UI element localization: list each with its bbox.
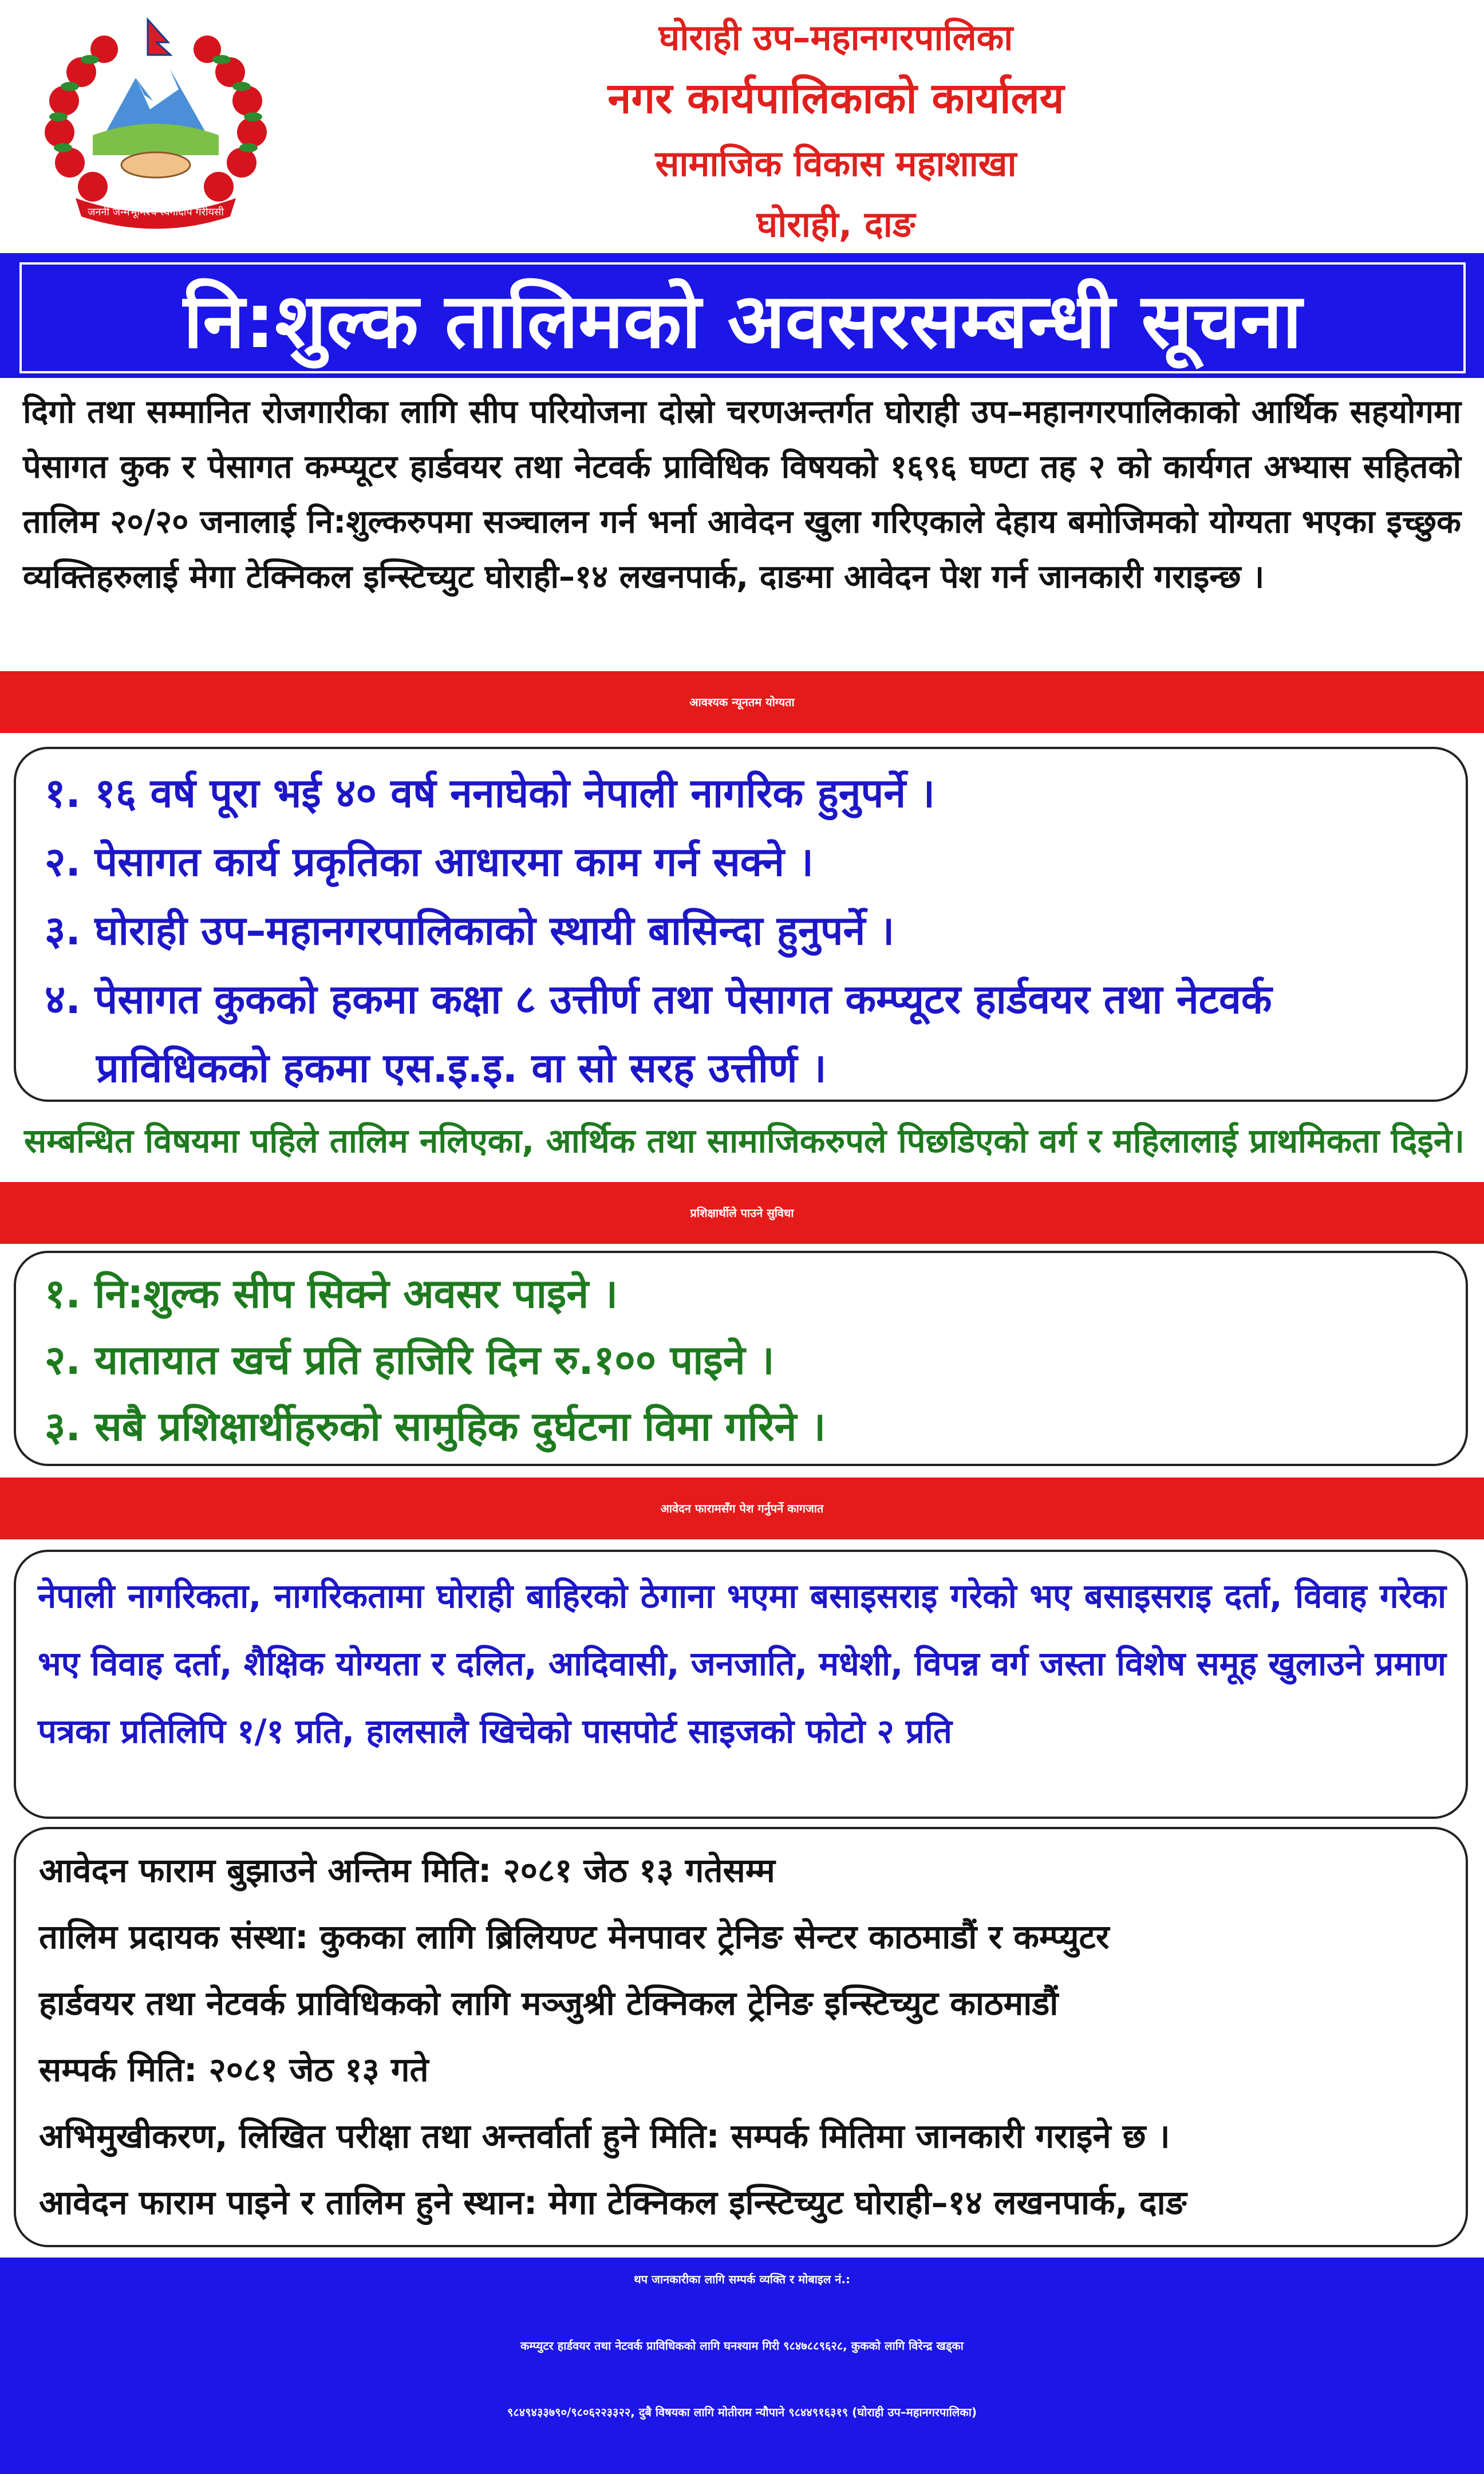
documents-text: नेपाली नागरिकता, नागरिकतामा घोराही बाहिरको ठेगाना भएमा बसाइसराइ गरेको भए बसाइसराइ दर्ता, विवाह गरेका भए विवाह दर्ता, शैक्षिक योग्यता र दलित, आदिवासी, जनजाति, मधेशी, विपन्न वर्ग जस्ता विशेष समूह खुलाउने प्रमाण पत्रका प्रतिलिपि १/१ प्रति, हालसालै खिचेको पासपोर्ट साइजको फोटो २ प्रति: [38, 1577, 1446, 1751]
info-line: तालिम प्रदायक संस्था: कुकका लागि ब्रिलियण्ट मेनपावर ट्रेनिङ सेन्टर काठमाडौं र कम्प्युटर: [39, 1917, 1110, 1956]
qualification-item-continued: प्राविधिकको हकमा एस.इ.इ. वा सो सरह उत्तीर्ण ।: [96, 1045, 827, 1092]
qualification-item: २. पेसागत कार्य प्रकृतिका आधारमा काम गर्न सक्ने ।: [45, 838, 814, 885]
header: [0, 0, 1484, 253]
qualifications-heading: आवश्यक न्यूनतम योग्यता: [0, 671, 1484, 733]
benefits-heading: प्रशिक्षार्थीले पाउने सुविधा: [0, 1182, 1484, 1244]
svg-text:जननी जन्मभूमिश्च स्वर्गादपि गर: जननी जन्मभूमिश्च स्वर्गादपि गरीयसी: [88, 206, 224, 218]
documents-box: [14, 1550, 1468, 1819]
benefit-item: ३. सबै प्रशिक्षार्थीहरुको सामुहिक दुर्घटना विमा गरिने ।: [45, 1403, 826, 1450]
benefits-box: [14, 1251, 1468, 1466]
location-name: घोराही, दाङ: [756, 203, 915, 245]
benefit-item: १. नि:शुल्क सीप सिक्ने अवसर पाइने ।: [45, 1270, 618, 1317]
municipality-name: घोराही उप–महानगरपालिका: [658, 17, 1013, 58]
nepal-emblem-icon: [35, 15, 276, 233]
qualification-item: ३. घोराही उप–महानगरपालिकाको स्थायी बासिन्दा हुनुपर्ने ।: [45, 907, 895, 954]
info-line: सम्पर्क मिति: २०८१ जेठ १३ गते: [39, 2050, 429, 2089]
footer-heading: थप जानकारीका लागि सम्पर्क व्यक्ति र मोबाइल नं.:: [634, 2272, 850, 2286]
documents-heading: आवेदन फारामसँग पेश गर्नुपर्ने कागजात: [0, 1478, 1484, 1539]
page-title: नि:शुल्क तालिमको अवसरसम्बन्धी सूचना: [183, 277, 1302, 365]
division-name: सामाजिक विकास महाशाखा: [655, 143, 1017, 184]
intro-paragraph: दिगो तथा सम्मानित रोजगारीका लागि सीप परियोजना दोस्रो चरणअन्तर्गत घोराही उप–महानगरपालिकाको आर्थिक सहयोगमा पेसागत कुक र पेसागत कम्प्यूटर हार्डवयर तथा नेटवर्क प्राविधिक विषयको १६९६ घण्टा तह २ को कार्यगत अभ्यास सहितको तालिम २०/२० जनालाई नि:शुल्करुपमा सञ्चालन गर्न भर्ना आवेदन खुला गरिएकाले देहाय बमोजिमको योग्यता भएका इच्छुक व्यक्तिहरुलाई मेगा टेक्निकल इन्स्टिच्युट घोराही–१४ लखनपार्क, दाङमा आवेदन पेश गर्न जानकारी गराइन्छ ।: [23, 393, 1461, 596]
footer-contact: [0, 2258, 1484, 2474]
info-line: आवेदन फाराम बुझाउने अन्तिम मिति: २०८१ जेठ १३ गतेसम्म: [39, 1851, 775, 1890]
benefit-item: २. यातायात खर्च प्रति हाजिरि दिन रु.१०० पाइने ।: [45, 1337, 775, 1384]
title-frame: [19, 262, 1466, 373]
info-line: आवेदन फाराम पाइने र तालिम हुने स्थान: मेगा टेक्निकल इन्स्टिच्युट घोराही–१४ लखनपार्क, दाङ: [39, 2183, 1187, 2222]
title-band: [0, 253, 1484, 378]
qualification-item: १. १६ वर्ष पूरा भई ४० वर्ष ननाघेको नेपाली नागरिक हुनुपर्ने ।: [45, 770, 936, 817]
priority-note: सम्बन्धित विषयमा पहिले तालिम नलिएका, आर्थिक तथा सामाजिकरुपले पिछडिएको वर्ग र महिलालाई प्राथमिकता दिइने।: [23, 1121, 1465, 1160]
office-name: नगर कार्यपालिकाको कार्यालय: [607, 74, 1064, 123]
qualifications-box: [14, 747, 1468, 1102]
qualification-item: ४. पेसागत कुकको हकमा कक्षा ८ उत्तीर्ण तथा पेसागत कम्प्यूटर हार्डवयर तथा नेटवर्क: [45, 976, 1272, 1023]
info-line: हार्डवयर तथा नेटवर्क प्राविधिकको लागि मञ्जुश्री टेक्निकल ट्रेनिङ इन्स्टिच्युट काठमाडौं: [39, 1984, 1059, 2023]
info-box: [14, 1827, 1468, 2247]
footer-contact-line: कम्प्युटर हार्डवयर तथा नेटवर्क प्राविधिकको लागि घनश्याम गिरी ९८४७८८९६२८, कुकको लागि विरेन्द्र खड्का: [520, 2339, 964, 2353]
info-line: अभिमुखीकरण, लिखित परीक्षा तथा अन्तर्वार्ता हुने मिति: सम्पर्क मितिमा जानकारी गराइने छ ।: [39, 2117, 1170, 2156]
footer-contact-line: ९८४९४३३७९०/९८०६२२३३२२, दुबै विषयका लागि मोतीराम न्यौपाने ९८४४९१६३१९ (घोराही उप–महानगरपालिका): [507, 2405, 977, 2419]
